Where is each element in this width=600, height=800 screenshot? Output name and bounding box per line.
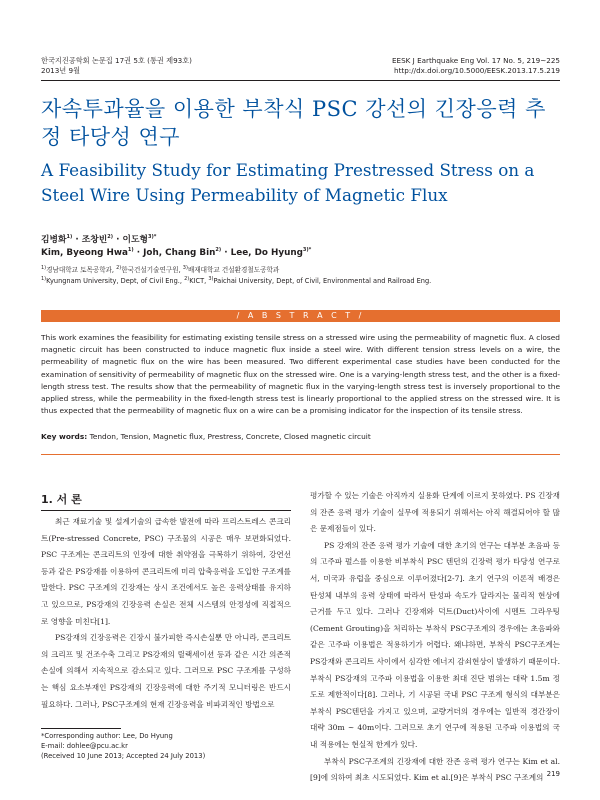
abstract-body: This work examines the feasibility for estimating existing tensile stress on a stressed wire using the permeability of magnetic flux. A closed magnetic circuit has been constructed to induce magnetic flux inside a steel wire. With different tension stress levels on a wire, the permeability of magnetic flux on the wire has been measured. Two different experimental case studies have been conducted for the examination of sensitivity of permeability of magnetic flux on the stressed wire. One is a varying-length stress test, and the other is a fixed-length stress test. The results show that the permeability of magnetic flux in the varying-length stress test is inversely proportional to the applied stress, while the permeability in the fixed-length stress test is linearly proportional to the applied stress on the stressed wire. It is thus expected that the permeability of magnetic flux on a wire can be a promising indicator for the inspection of its tensile stress. (41, 333, 560, 416)
journal-date-korean: 2013년 9월 (41, 66, 81, 75)
affil-text: 경남대학교 토목공학과, (46, 266, 117, 274)
paragraph: 평가할 수 있는 기술은 아직까지 실용화 단계에 이르지 못하였다. PS 긴장재의 잔존 응력 평가 기술이 실무에 적용되기 위해서는 아직 해결되어야 할 많은 문제점들이 있다. (310, 491, 560, 534)
paragraph: 부착식 PSC구조계의 긴장재에 대한 잔존 응력 평가 연구는 Kim et al.[9]에 의하여 최초 시도되었다. Kim et al.[9]은 부착식 PSC 구조계의 (310, 756, 560, 783)
abstract-label: / A B S T R A C T / (236, 311, 365, 320)
author-email[interactable]: E-mail: dohlee@pcu.ac.kr (41, 742, 128, 750)
author-sup: 1) (127, 247, 134, 254)
section-divider (41, 510, 291, 511)
journal-info-korean (41, 56, 192, 76)
journal-volume-english: EESK J Earthquake Eng Vol. 17 No. 5, 219~225 (392, 56, 560, 65)
affil-sup: 3) (208, 275, 214, 282)
affil-sup: 3) (182, 264, 188, 271)
title-english: A Feasibility Study for Estimating Prestressed Stress on a Steel Wire Using Permeability of Magnetic Flux (41, 160, 535, 205)
paragraph: 최근 재료기술 및 설계기술의 급속한 발전에 따라 프리스트레스 콘크리트(Pre-stressed Concrete, PSC) 구조물의 시공은 매우 보편화되었다. PSC 구조계는 콘크리트의 인장에 대한 취약점을 극복하기 위하여, 강연선 등과 같은 PS강재를 이용하여 콘크리트에 미리 압축응력을 도입한 구조계를 말한다. PSC 구조계의 긴장재는 상시 조건에서도 높은 응력상태를 유지하고 있으므로, PS강재의 긴장응력 손실은 전체 시스템의 안정성에 직접적으로 영향을 미친다[1]. (41, 517, 291, 626)
author-name: Lee, Do Hyung (230, 248, 303, 258)
page-number: 219 (546, 770, 560, 778)
footnote (41, 731, 291, 761)
affiliations-english (41, 277, 431, 285)
author-separator: · (113, 235, 123, 245)
received-dates: (Received 10 June 2013; Accepted 24 July 2013) (41, 752, 206, 760)
abstract-banner (41, 310, 560, 322)
keywords-list: Tendon, Tension, Magnetic flux, Prestress, Concrete, Closed magnetic circuit (89, 432, 371, 441)
header-divider (41, 80, 560, 81)
title-korean: 자속투과율을 이용한 부착식 PSC 강선의 긴장응력 추정 타당성 연구 (41, 97, 546, 149)
affil-sup: 2) (116, 264, 122, 271)
author-separator: · (133, 248, 144, 258)
abstract-divider (41, 454, 560, 455)
journal-info-english (392, 56, 560, 76)
journal-volume-korean: 한국지진공학회 논문집 17권 5호 (통권 제93호) (41, 56, 192, 65)
affil-text: Kyungnam University, Dept, of Civil Eng., (46, 277, 185, 285)
affil-text: 한국건설기술연구원, (121, 266, 183, 274)
corresponding-author: *Corresponding author: Lee, Do Hyung (41, 732, 173, 740)
author-separator: · (221, 248, 231, 258)
affil-text: Paichai University, Dept, of Civil, Environmental and Railroad Eng. (213, 277, 432, 285)
body-column-right (310, 488, 560, 787)
author-name: Joh, Chang Bin (143, 248, 216, 258)
author-name: 이도형 (122, 235, 148, 245)
author-sup: 3)* (302, 247, 312, 254)
body-column-left (41, 514, 291, 713)
authors-korean (41, 232, 156, 245)
paragraph: PS강재의 긴장응력은 긴장시 불가피한 즉시손실뿐 만 아니라, 콘크리트의 크리프 및 건조수축 그리고 PS강재의 릴랙세이션 등과 같은 시간 의존적 손실에 의해서 지속적으로 감소되고 있다. 그러므로 PSC 구조계를 구성하는 핵심 요소부재인 PS강재의 긴장응력에 대한 주기적 모니터링은 반드시 필요하다. 그러나, PSC구조계의 현재 긴장응력을 비파괴적인 방법으로 (41, 633, 291, 709)
author-name: Kim, Byeong Hwa (41, 248, 128, 258)
author-sup: 1) (66, 234, 73, 241)
affiliations-korean (41, 264, 279, 274)
author-sup: 2) (107, 234, 113, 241)
affil-sup: 1) (41, 275, 47, 282)
section-heading: 1. 서 론 (41, 493, 82, 506)
journal-header (41, 56, 560, 86)
affil-text: 배재대학교 건설환경철도공학과 (187, 266, 280, 274)
keywords-label: Key words: (41, 432, 88, 441)
affil-text: KICT, (189, 277, 209, 285)
affil-sup: 1) (41, 264, 47, 271)
paragraph: PS 강재의 잔존 응력 평가 기술에 대한 초기의 연구는 대부분 초음파 등의 고주파 펄스를 이용한 비부착식 PSC 텐던의 긴장력 평가 타당성 연구로서, 미국과 유럽을 중심으로 이루어졌다[2-7]. 초기 연구의 이론적 배경은 탄성체 내부의 응력 상태에 따라서 탄성파 속도가 달라지는 물리적 현상에 근거를 두고 있다. 그러나 긴장재와 덕트(Duct)사이에 시멘트 그라우팅(Cement Grouting)을 처리하는 부착식 PSC구조계의 경우에는 초음파와 같은 고주파 이용법은 적용하기가 어렵다. 왜냐하면, 부착식 PSC구조계는 PS강재와 콘크리트 사이에서 심각한 에너지 감쇠현상이 발생하기 때문이다. 부착식 PS강재의 고주파 이용법을 이용한 최대 진단 범위는 대략 1.5m 정도로 제한적이다[8]. 그러나, 기 시공된 국내 PSC 구조계 형식의 대부분은 부착식 PSC텐던을 가지고 있으며, 교량거더의 경우에는 일반적 경간장이 대략 30m ~ 40m이다. 그러므로 초기 연구에 적용된 고주파 이용법의 국내 적용에는 현실적 한계가 있다. (310, 540, 560, 749)
author-name: 김병화 (41, 235, 67, 245)
doi-link[interactable]: http://dx.doi.org/10.5000/EESK.2013.17.5.219 (394, 66, 560, 75)
authors-english (41, 248, 311, 258)
footnote-divider (41, 728, 121, 729)
author-sup: 2) (215, 247, 222, 254)
author-name: 조창빈 (81, 235, 108, 245)
author-sup: 3)* (147, 234, 157, 241)
keywords (41, 431, 560, 442)
affil-sup: 2) (184, 275, 190, 282)
author-separator: · (72, 235, 82, 245)
